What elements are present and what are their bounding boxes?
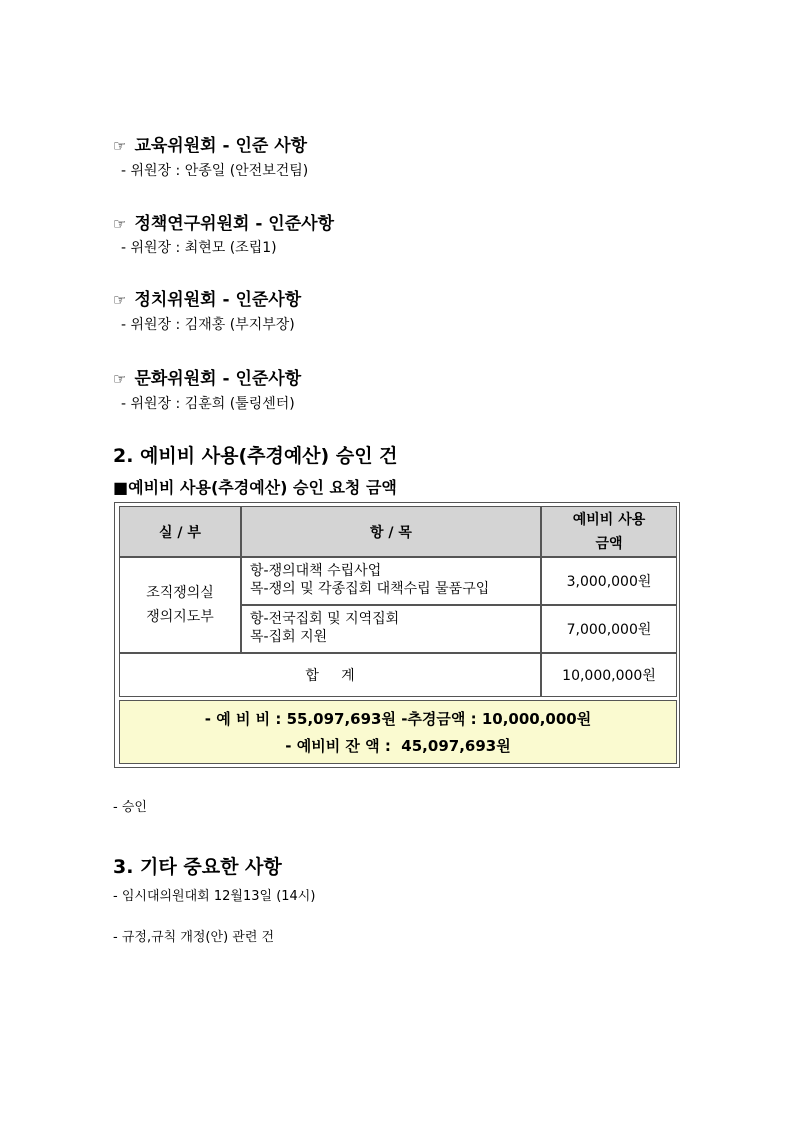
committee-title-text: 문화위원회 - 인준사항 (134, 369, 302, 389)
pointing-hand-icon: ☞ (113, 137, 127, 155)
summary-line1: - 예 비 비 : 55,097,693원 -추경금액 : 10,000,000원 (204, 710, 592, 728)
committee-chair: - 위원장 : 최현모 (조립1) (121, 240, 277, 256)
pointing-hand-icon: ☞ (113, 291, 127, 309)
committee-title-text: 교육위원회 - 인준 사항 (134, 136, 308, 156)
committee-title (113, 285, 301, 310)
budget-table (114, 502, 680, 768)
table-row-item (241, 557, 541, 605)
pointing-hand-icon: ☞ (113, 215, 127, 233)
table-row-amount: 7,000,000원 (541, 605, 677, 653)
total-label: 합 계 (119, 653, 541, 697)
list-item: - 임시대의원대회 12월13일 (14시) (113, 889, 316, 904)
committee-title-text: 정책연구위원회 - 인준사항 (134, 214, 334, 234)
section2-subtitle: ■예비비 사용(추경예산) 승인 요청 금액 (113, 478, 397, 497)
reserve-summary (119, 700, 677, 764)
table-row-amount: 3,000,000원 (541, 557, 677, 605)
dept-line2: 쟁의지도부 (146, 609, 214, 625)
section3-title: 3. 기타 중요한 사항 (113, 856, 282, 878)
header-amount-line2: 금액 (595, 535, 623, 552)
dept-line1: 조직쟁의실 (146, 585, 214, 601)
header-amount-line1: 예비비 사용 (572, 511, 646, 528)
item-line2: 목-쟁의 및 각종집회 대책수립 물품구입 (250, 581, 490, 597)
header-amount (541, 506, 677, 557)
summary-line2: - 예비비 잔 액 : 45,097,693원 (285, 737, 511, 755)
pointing-hand-icon: ☞ (113, 370, 127, 388)
section2-title: 2. 예비비 사용(추경예산) 승인 건 (113, 445, 398, 467)
committee-title-text: 정치위원회 - 인준사항 (134, 290, 302, 310)
item-line1: 항-쟁의대책 수립사업 (250, 563, 382, 579)
dept-cell (119, 557, 241, 653)
item-line2: 목-집회 지원 (250, 629, 328, 645)
committee-chair: - 위원장 : 김재홍 (부지부장) (121, 317, 295, 333)
item-line1: 항-전국집회 및 지역집회 (250, 611, 400, 627)
list-item: - 규정,규칙 개정(안) 관련 건 (113, 930, 275, 945)
total-amount: 10,000,000원 (541, 653, 677, 697)
header-item: 항 / 목 (241, 506, 541, 557)
approval-result: - 승인 (113, 800, 147, 815)
header-dept: 실 / 부 (119, 506, 241, 557)
committee-title (113, 131, 307, 156)
table-row-item (241, 605, 541, 653)
committee-title (113, 209, 334, 234)
committee-title (113, 364, 301, 389)
committee-chair: - 위원장 : 안종일 (안전보건팀) (121, 163, 309, 179)
committee-chair: - 위원장 : 김훈희 (툴링센터) (121, 396, 295, 412)
